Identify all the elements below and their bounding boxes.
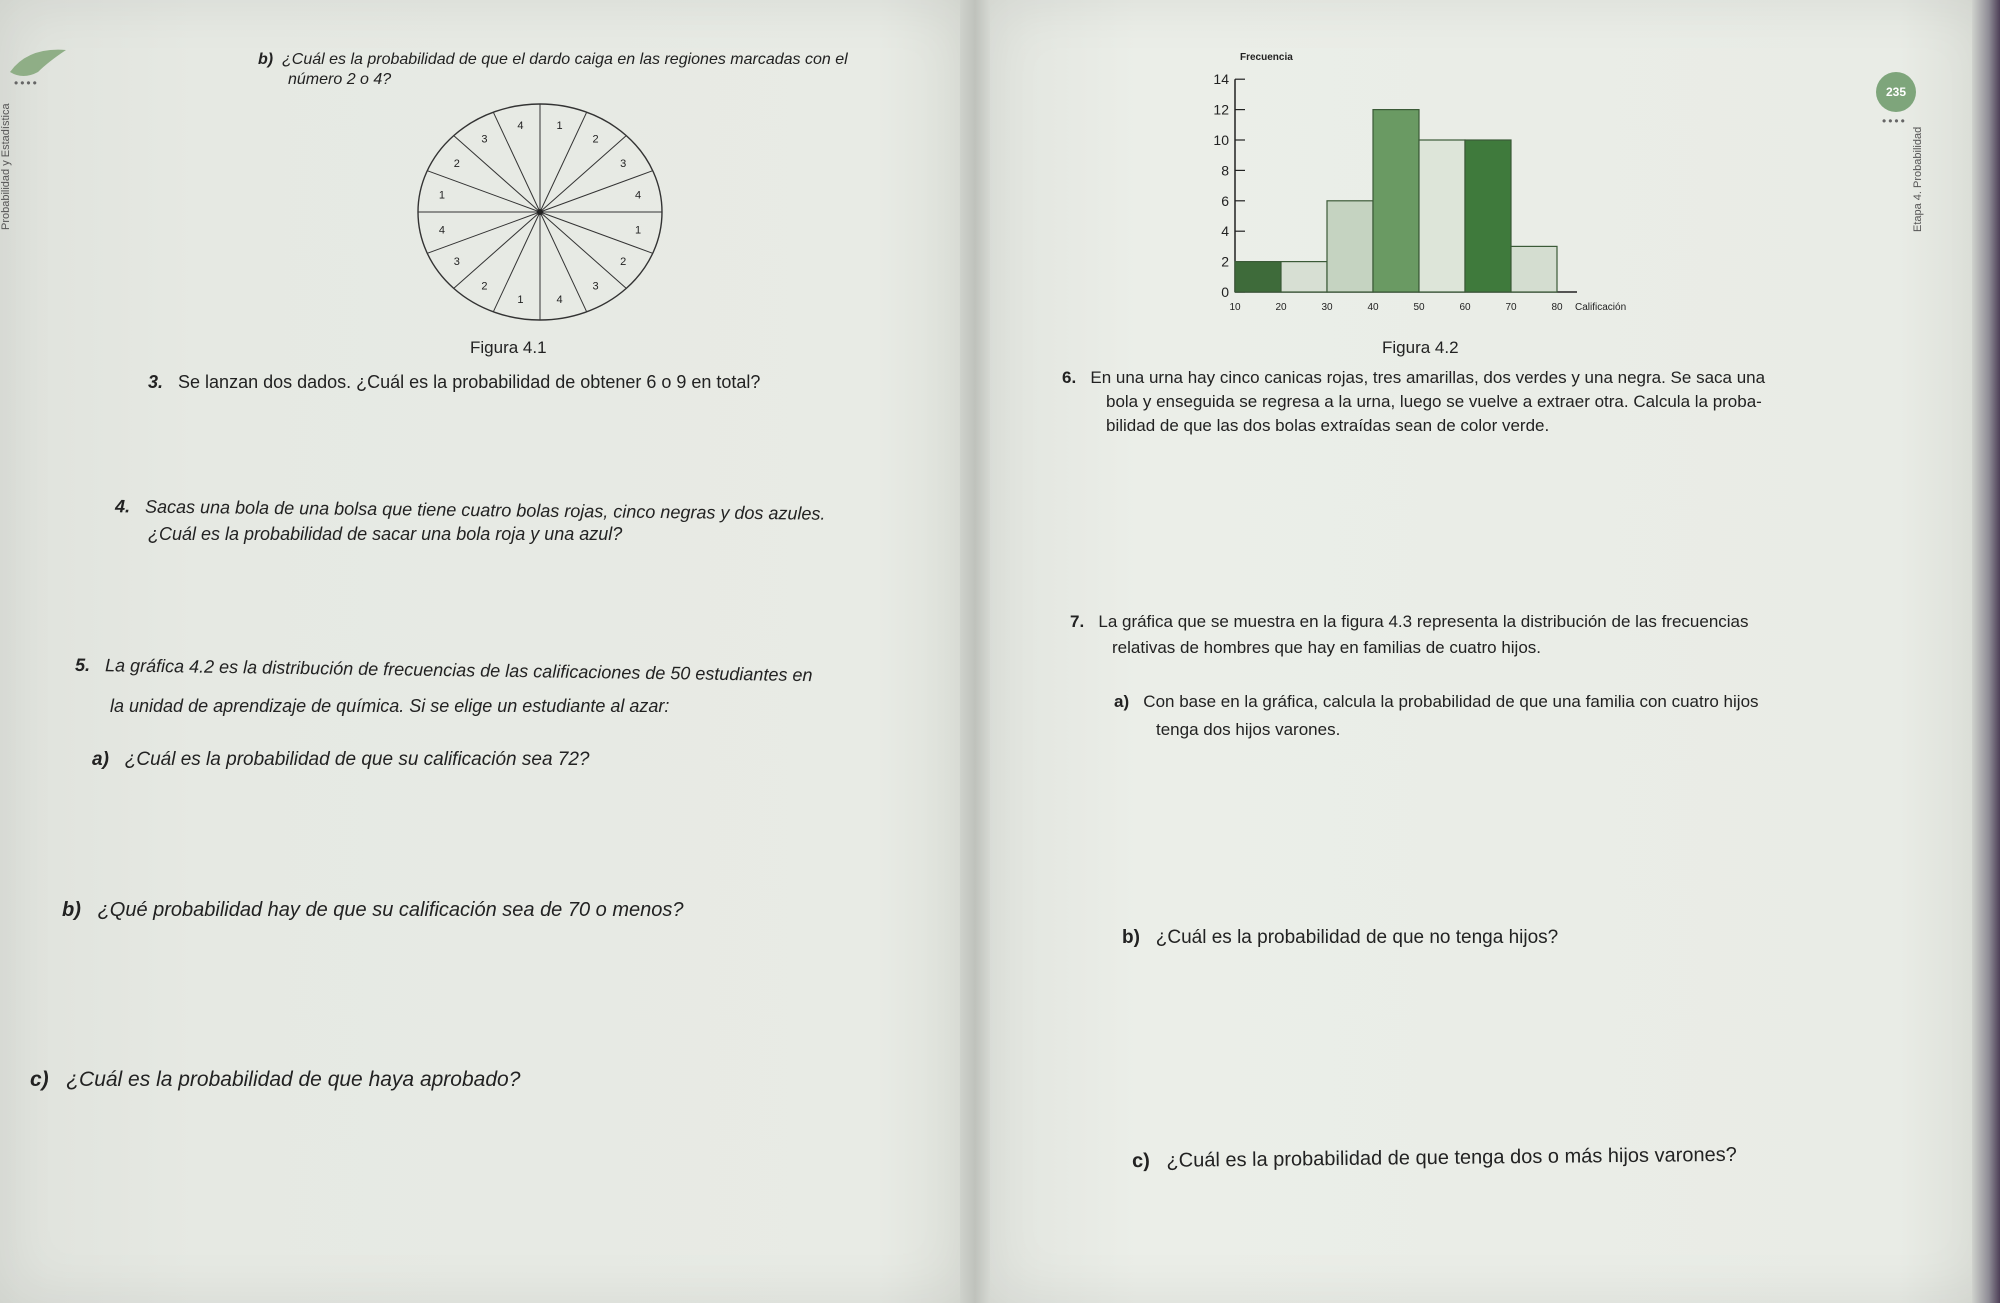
q5-line2: la unidad de aprendizaje de química. Si se elige un estudiante al azar:: [110, 696, 670, 716]
right-side-label: Etapa 4. Probabilidad: [1912, 126, 1924, 232]
wheel-number: 3: [481, 133, 488, 146]
q7b: [1122, 926, 1558, 950]
question-3: [148, 370, 760, 394]
x-tick-label: 70: [1505, 302, 1517, 313]
wheel-number: 1: [517, 293, 524, 306]
q7c-marker: c): [1131, 1149, 1150, 1173]
q7c-text: ¿Cuál es la probabilidad de que tenga dos o más hijos varones?: [1166, 1143, 1737, 1172]
x-axis-label: Calificación: [1575, 302, 1627, 313]
x-tick-label: 60: [1459, 302, 1471, 313]
wheel-number: 3: [453, 256, 460, 269]
decorative-dots: ••••: [14, 76, 39, 90]
x-tick-label: 40: [1367, 302, 1379, 313]
wheel-number: 1: [438, 189, 445, 202]
q7a-line2: tenga dos hijos varones.: [1156, 720, 1341, 739]
wheel-number: 1: [635, 224, 642, 237]
histogram-bar: [1327, 201, 1373, 292]
q3-text: Se lanzan dos dados. ¿Cuál es la probabilidad de obtener 6 o 9 en total?: [178, 372, 761, 392]
page-edge: [1972, 0, 2000, 1303]
wheel-number: 2: [453, 157, 460, 170]
q2b-text-line1: ¿Cuál es la probabilidad de que el dardo caiga en las regiones marcadas con el: [282, 51, 848, 68]
q2b-text-line2: número 2 o 4?: [288, 71, 392, 88]
y-tick-label: 8: [1221, 162, 1229, 179]
q3-number: 3.: [148, 372, 164, 392]
q6-line3: bilidad de que las dos bolas extraídas sean de color verde.: [1106, 416, 1550, 435]
q7b-text: ¿Cuál es la probabilidad de que no tenga hijos?: [1155, 927, 1559, 948]
q5a-marker: a): [92, 749, 109, 770]
q2b-marker: b): [258, 51, 274, 68]
book-gutter: [960, 0, 990, 1303]
x-tick-label: 30: [1321, 302, 1333, 313]
q7a-line1: Con base en la gráfica, calcula la probabilidad de que una familia con cuatro hijos: [1143, 692, 1759, 711]
y-tick-label: 4: [1221, 223, 1229, 240]
y-tick-label: 14: [1213, 71, 1229, 88]
histogram-bar: [1281, 262, 1327, 292]
wheel-number: 2: [481, 280, 488, 293]
histogram-bar: [1511, 246, 1557, 292]
q5b-marker: b): [62, 899, 81, 921]
frequency-histogram: [1170, 48, 1660, 338]
y-tick-label: 12: [1213, 101, 1229, 118]
wheel-number: 2: [592, 133, 599, 146]
x-tick-label: 20: [1275, 302, 1287, 313]
q5c-text: ¿Cuál es la probabilidad de que haya aprobado?: [66, 1068, 521, 1091]
q5b-text: ¿Qué probabilidad hay de que su calificación sea de 70 o menos?: [97, 899, 684, 921]
decorative-dots-right: ••••: [1882, 114, 1907, 128]
histogram-bar: [1373, 110, 1419, 292]
y-tick-label: 10: [1213, 132, 1229, 148]
x-tick-label: 80: [1551, 302, 1563, 313]
y-tick-label: 0: [1221, 284, 1229, 300]
q7b-marker: b): [1122, 927, 1140, 948]
page-number-badge: 235: [1876, 72, 1916, 112]
wheel-spoke: [540, 136, 626, 212]
wheel-number: 4: [517, 120, 524, 133]
q4-number: 4.: [114, 496, 131, 517]
wheel-number: 4: [438, 224, 445, 237]
q6-line1: En una urna hay cinco canicas rojas, tres amarillas, dos verdes y una negra. Se saca una: [1090, 368, 1766, 387]
y-tick-label: 6: [1221, 192, 1229, 209]
histogram-bar: [1465, 140, 1511, 292]
wheel-spoke: [454, 212, 540, 288]
dart-wheel: [405, 100, 675, 330]
y-axis-label: Frecuencia: [1240, 52, 1293, 63]
q7-number: 7.: [1070, 612, 1085, 631]
q6-number: 6.: [1062, 368, 1077, 387]
wheel-spoke: [454, 136, 540, 212]
wheel-spoke: [540, 212, 626, 288]
q4-line1: Sacas una bola de una bolsa que tiene cuatro bolas rojas, cinco negras y dos azules.: [144, 496, 826, 524]
q7-line2: relativas de hombres que hay en familias de cuatro hijos.: [1112, 638, 1542, 657]
q5b: [62, 898, 684, 922]
histogram-bar: [1419, 140, 1465, 292]
y-tick-label: 2: [1221, 253, 1229, 270]
q7-line1: La gráfica que se muestra en la figura 4.3 representa la distribución de las frecuencias: [1098, 612, 1749, 631]
q7a: [1114, 690, 1759, 714]
wheel-center: [537, 209, 543, 215]
wheel-number: 4: [635, 189, 642, 202]
q5c-marker: c): [30, 1068, 49, 1091]
figure-4-2-caption: Figura 4.2: [1382, 338, 1459, 357]
x-tick-label: 10: [1229, 302, 1241, 313]
left-side-label: Probabilidad y Estadística: [0, 103, 12, 230]
figure-4-1-caption: Figura 4.1: [470, 338, 547, 357]
wheel-number: 1: [556, 120, 563, 133]
q5a-text: ¿Cuál es la probabilidad de que su calificación sea 72?: [124, 749, 590, 770]
q5c: [30, 1068, 520, 1092]
wheel-number: 3: [620, 157, 627, 170]
question-6: [1062, 366, 1765, 390]
q7a-marker: a): [1114, 692, 1130, 711]
question-7: [1070, 610, 1749, 634]
wheel-number: 2: [620, 256, 627, 269]
q4-line2: ¿Cuál es la probabilidad de sacar una bola roja y una azul?: [148, 524, 623, 544]
q5a: [92, 748, 590, 772]
histogram-bar: [1235, 262, 1281, 292]
q5-line1: La gráfica 4.2 es la distribución de frecuencias de las calificaciones de 50 estudiantes en: [104, 655, 813, 686]
q5-number: 5.: [74, 654, 91, 676]
q6-line2: bola y enseguida se regresa a la urna, luego se vuelve a extraer otra. Calcula la proba-: [1106, 392, 1762, 411]
x-tick-label: 50: [1413, 302, 1425, 313]
wheel-number: 4: [556, 293, 563, 306]
wheel-number: 3: [592, 280, 599, 293]
